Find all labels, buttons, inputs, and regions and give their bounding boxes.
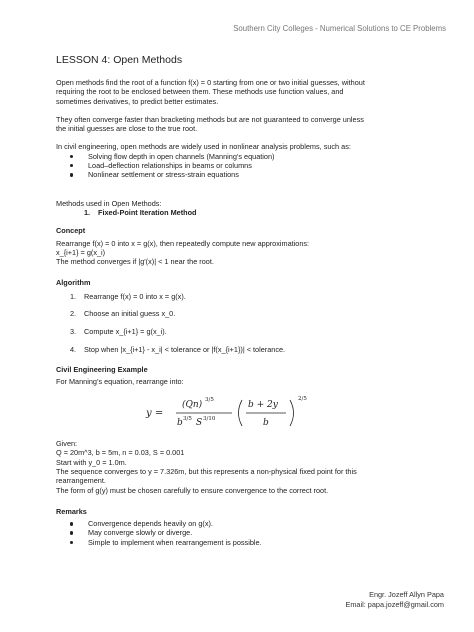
text-line: Start with y_0 = 1.0m. (56, 457, 127, 467)
list-item-text: Nonlinear settlement or stress-strain equations (88, 170, 239, 180)
example-heading: Civil Engineering Example (56, 364, 148, 374)
intro-paragraph-3: In civil engineering, open methods are widely used in nonlinear analysis problems, such as: (56, 142, 351, 152)
list-item (56, 161, 424, 170)
step-text: Compute x_{i+1} = g(x_i). (84, 327, 167, 337)
list-item (56, 528, 424, 537)
algorithm-step (56, 345, 424, 354)
text-line: The sequence converges to y = 7.326m, but this represents a non-physical fixed point for this (56, 466, 357, 476)
list-item (56, 170, 424, 179)
list-item (56, 152, 424, 161)
formula-num2: b + 2y (248, 400, 278, 411)
formula-outer-exp: 2/5 (298, 396, 307, 403)
intro-paragraph-1 (56, 78, 424, 106)
formula-den2: b (263, 418, 269, 429)
text-line: sometimes derivatives, to predict better estimates. (56, 96, 219, 106)
algorithm-heading: Algorithm (56, 278, 91, 288)
formula-den1-b: b (177, 418, 183, 429)
remarks-list (56, 519, 424, 547)
intro-paragraph-2 (56, 115, 424, 134)
bullet-icon (70, 531, 73, 534)
formula-den1-s: S (196, 418, 203, 429)
author-name: Engr. Jozeff Allyn Papa (369, 590, 444, 599)
bullet-icon (70, 155, 73, 158)
step-number: 1. (70, 291, 77, 301)
bullet-icon (70, 173, 73, 176)
author-email: Email: papa.jozeff@gmail.com (345, 599, 444, 609)
step-text: Rearrange f(x) = 0 into x = g(x). (84, 291, 186, 301)
list-item-text: Simple to implement when rearrangement is possible. (88, 537, 262, 547)
formula-den1-exp2: 3/10 (203, 416, 216, 423)
text-line: They often converge faster than bracketing methods but are not guaranteed to converge unless (56, 114, 364, 124)
text-line: Q = 20m^3, b = 5m, n = 0.03, S = 0.001 (56, 448, 185, 458)
method-label: Fixed-Point Iteration Method (98, 207, 197, 217)
page-header: Southern City Colleges - Numerical Solutions to CE Problems (233, 24, 446, 33)
bullet-icon (70, 164, 73, 167)
text-line: Rearrange f(x) = 0 into x = g(x), then repeatedly compute new approximations: (56, 238, 310, 248)
algorithm-step (56, 292, 424, 301)
formula-num1-exp: 3/5 (205, 397, 214, 404)
page-footer (345, 590, 444, 609)
bullet-icon (70, 522, 73, 525)
right-paren (290, 400, 294, 426)
lesson-title: LESSON 4: Open Methods (56, 54, 183, 66)
left-paren (239, 400, 243, 426)
manning-formula (56, 392, 424, 432)
text-line: Open methods find the root of a function f(x) = 0 starting from one or two initial guesses, without (56, 78, 365, 87)
text-line: For Manning’s equation, rearrange into: (56, 376, 184, 386)
text-line: requiring the root to be enclosed between them. These methods use function values, and (56, 87, 344, 97)
list-item-text: Load–deflection relationships in beams or columns (88, 161, 252, 171)
text-line: The form of g(y) must be chosen carefully to ensure convergence to the correct root. (56, 485, 329, 495)
methods-intro: Methods used in Open Methods: (56, 198, 162, 208)
list-item (56, 538, 424, 547)
step-number: 4. (70, 344, 77, 354)
lesson-content (56, 78, 424, 547)
remarks-heading: Remarks (56, 506, 87, 516)
step-text: Stop when |x_{i+1} - x_i| < tolerance or |f(x_{i+1})| < tolerance. (84, 344, 286, 354)
formula-den1-exp1: 3/5 (183, 416, 192, 423)
concept-heading: Concept (56, 226, 86, 236)
bullet-icon (70, 541, 73, 544)
step-number: 2. (70, 309, 77, 319)
text-line: x_{i+1} = g(x_i) (56, 247, 106, 257)
list-item-text: May converge slowly or diverge. (88, 528, 193, 538)
given-label: Given: (56, 439, 78, 449)
algorithm-steps (56, 292, 424, 354)
step-number: 3. (70, 327, 77, 337)
algorithm-step (56, 327, 424, 336)
text-line: the initial guesses are close to the true root. (56, 124, 198, 134)
formula-num1: (Qn) (182, 400, 203, 411)
method-item (56, 208, 424, 217)
text-line: rearrangement. (56, 476, 106, 486)
formula-lhs: y = (146, 408, 164, 420)
list-item (56, 519, 424, 528)
formula-graphic (130, 392, 350, 432)
applications-list (56, 152, 424, 180)
method-number: 1. (84, 207, 91, 217)
algorithm-step (56, 309, 424, 318)
list-item-text: Convergence depends heavily on g(x). (88, 519, 213, 529)
step-text: Choose an initial guess x_0. (84, 309, 176, 319)
list-item-text: Solving flow depth in open channels (Manning’s equation) (88, 151, 275, 161)
text-line: The method converges if |g'(x)| < 1 near the root. (56, 257, 214, 267)
